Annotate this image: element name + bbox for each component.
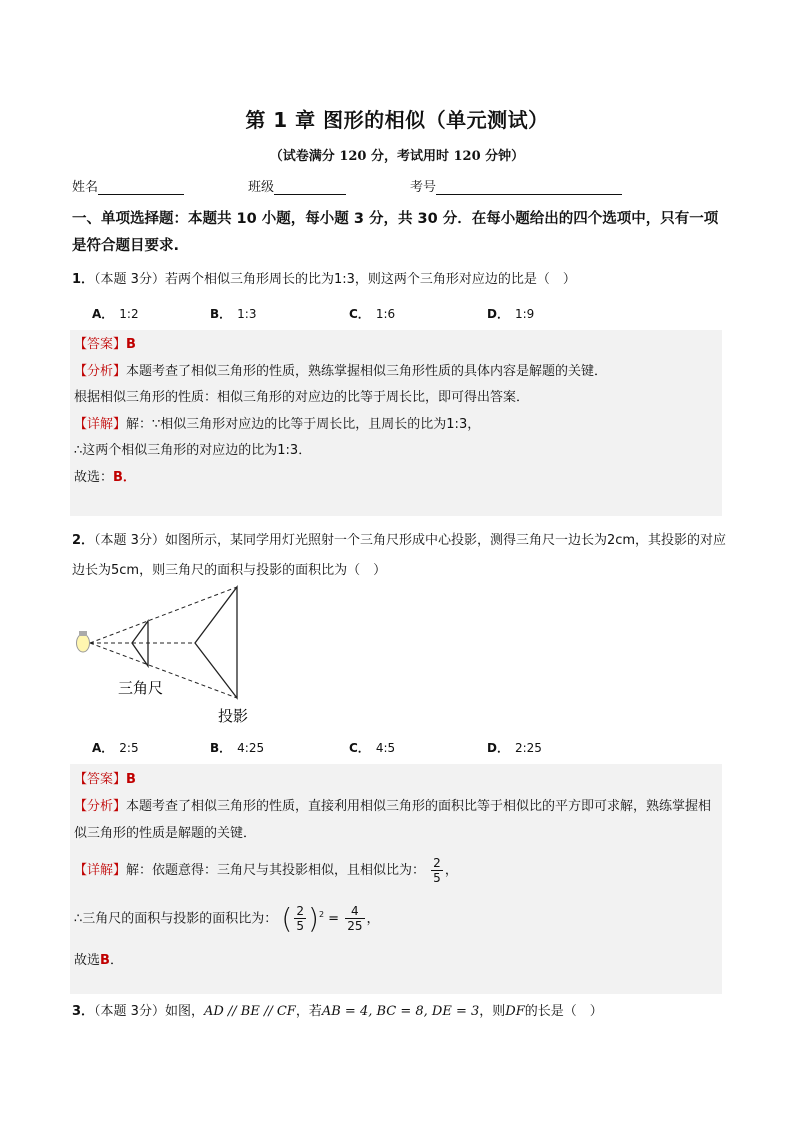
- q2-option-b: B． 4:25: [210, 741, 265, 755]
- question-1: [72, 270, 732, 290]
- light-bulb-icon: [77, 631, 90, 652]
- q2-option-c: C． 4:5: [349, 741, 396, 755]
- q2-detail: 【详解】解：依题意得：三角尺与其投影相似，且相似比为： $\frac{2}{5}$ ，: [74, 856, 458, 885]
- q1-option-d: D． 1:9: [487, 307, 535, 321]
- q1-option-c: C． 1:6: [349, 307, 396, 321]
- page-title: 第 1 章 图形的相似（单元测试）: [245, 108, 549, 132]
- q2-answer: 【答案】B: [74, 772, 136, 787]
- q2-option-a: A． 2:5: [92, 741, 139, 755]
- class-blank: [274, 180, 346, 195]
- projection-shape: [195, 587, 237, 698]
- fraction-two-fifths: $\frac{2}{5}$: [433, 856, 441, 885]
- class-label: 班级: [248, 180, 275, 195]
- q2-answer-block: [70, 764, 722, 994]
- number-field: [410, 176, 622, 195]
- q1-answer-block: [70, 330, 722, 516]
- question-3: 3．（本题 3分）如图，AD // BE // CF，若AB = 4, BC = 8, DE = 3，则DF的长是（ ）: [72, 1004, 603, 1019]
- number-label: 考号: [410, 180, 437, 195]
- q2-option-d: D． 2:25: [487, 741, 542, 755]
- label-triangle-ruler: 三角尺: [118, 679, 164, 697]
- q2-analysis: 【分析】本题考查了相似三角形的性质，直接利用相似三角形的面积比等于相似比的平方即可求解，熟练掌握相似三角形的性质是解题的关键．: [74, 799, 712, 841]
- section-heading: 一、单项选择题：本题共 10 小题，每小题 3 分，共 30 分．在每小题给出的四个选项中，只有一项是符合题目要求.: [72, 211, 719, 254]
- q1-analysis: 【分析】本题考查了相似三角形的性质，熟练掌握相似三角形性质的具体内容是解题的关键．: [74, 363, 608, 379]
- name-field: [72, 176, 184, 195]
- light-rays: [90, 587, 237, 698]
- q1-analysis-2: 根据相似三角形的性质：相似三角形的对应边的比等于周长比，即可得出答案．: [74, 390, 530, 405]
- question-text: （本题 3分）如图所示，某同学用灯光照射一个三角尺形成中心投影，测得三角尺一边长为2cm，其投影的对应边长为5cm，则三角尺的面积与投影的面积比为（ ）: [72, 533, 727, 578]
- q1-option-a: A． 1:2: [92, 307, 139, 321]
- question-2: [72, 526, 732, 586]
- q1-choose: 故选：B．: [74, 469, 136, 485]
- fraction-result: $\frac{4}{25}$: [347, 904, 363, 934]
- q1-detail-2: ∴这两个相似三角形的对应边的比为1:3．: [74, 443, 312, 458]
- q1-detail: 【详解】解：∵相似三角形对应边的比等于周长比，且周长的比为1:3，: [74, 416, 481, 432]
- name-blank: [98, 180, 184, 195]
- question-text: （本题 3分）若两个相似三角形周长的比为1:3，则这两个三角形对应边的比是（ ）: [94, 272, 576, 287]
- label-projection: 投影: [218, 707, 249, 725]
- q2-detail-2: ∴三角尺的面积与投影的面积比为： ( $\frac{2}{5}$ )$^2$ = $\frac{4}{25}$ ，: [74, 901, 380, 935]
- question-number: 2．: [72, 533, 95, 548]
- question-number: 3．: [72, 1004, 95, 1019]
- projection-figure: [70, 582, 270, 732]
- number-blank: [436, 180, 622, 195]
- q1-option-b: B． 1:3: [210, 307, 257, 321]
- q1-answer: 【答案】B: [74, 337, 136, 352]
- class-field: [248, 176, 346, 195]
- page-subtitle: （试卷满分 120 分，考试用时 120 分钟）: [269, 149, 525, 164]
- name-label: 姓名: [72, 180, 99, 195]
- question-number: 1．: [72, 272, 95, 287]
- q2-choose: 故选B．: [74, 953, 123, 969]
